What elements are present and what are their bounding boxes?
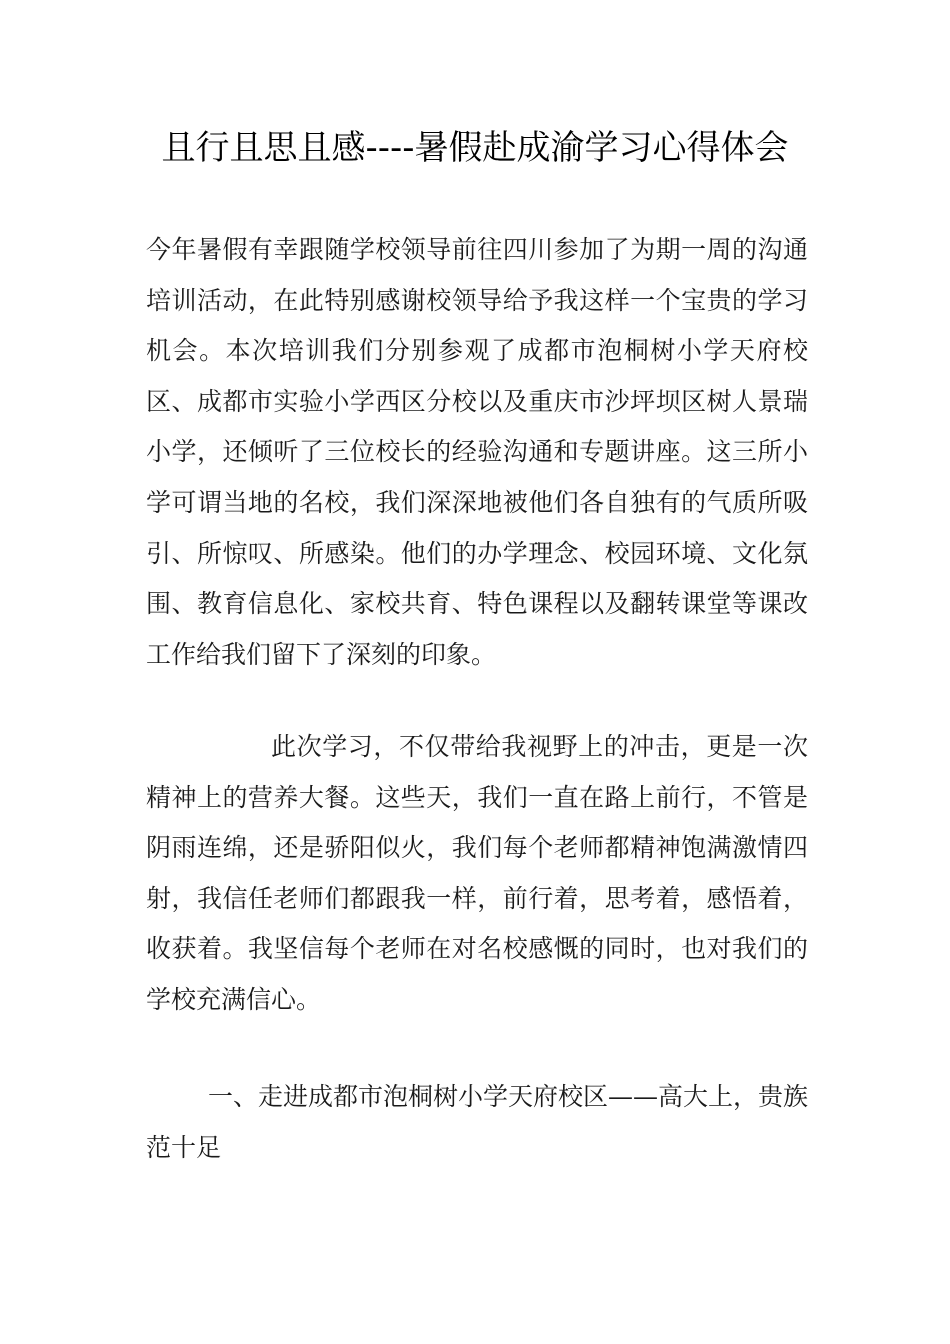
intro-paragraph: 今年暑假有幸跟随学校领导前往四川参加了为期一周的沟通培训活动，在此特别感谢校领导给予我这样一个宝贵的学习机会。本次培训我们分别参观了成都市泡桐树小学天府校区、成都市实验小学西区分校以及重庆市沙坪坝区树人景瑞小学，还倾听了三位校长的经验沟通和专题讲座。这三所小学可谓当地的名校，我们深深地被他们各自独有的气质所吸引、所惊叹、所感染。他们的办学理念、校园环境、文化氛围、教育信息化、家校共育、特色课程以及翻转课堂等课改工作给我们留下了深刻的印象。 <box>146 235 808 669</box>
reflection-paragraph: 此次学习，不仅带给我视野上的冲击，更是一次精神上的营养大餐。这些天，我们一直在路上前行，不管是阴雨连绵，还是骄阳似火，我们每个老师都精神饱满激情四射，我信任老师们都跟我一样，前行着，思考着，感悟着，收获着。我坚信每个老师在对名校感慨的同时，也对我们的学校充满信心。 <box>146 732 808 1014</box>
document-title: 且行且思且感----暑假赴成渝学习心得体会 <box>161 128 789 168</box>
section-heading-one: 一、走进成都市泡桐树小学天府校区——高大上，贵族范十足 <box>146 1082 809 1162</box>
